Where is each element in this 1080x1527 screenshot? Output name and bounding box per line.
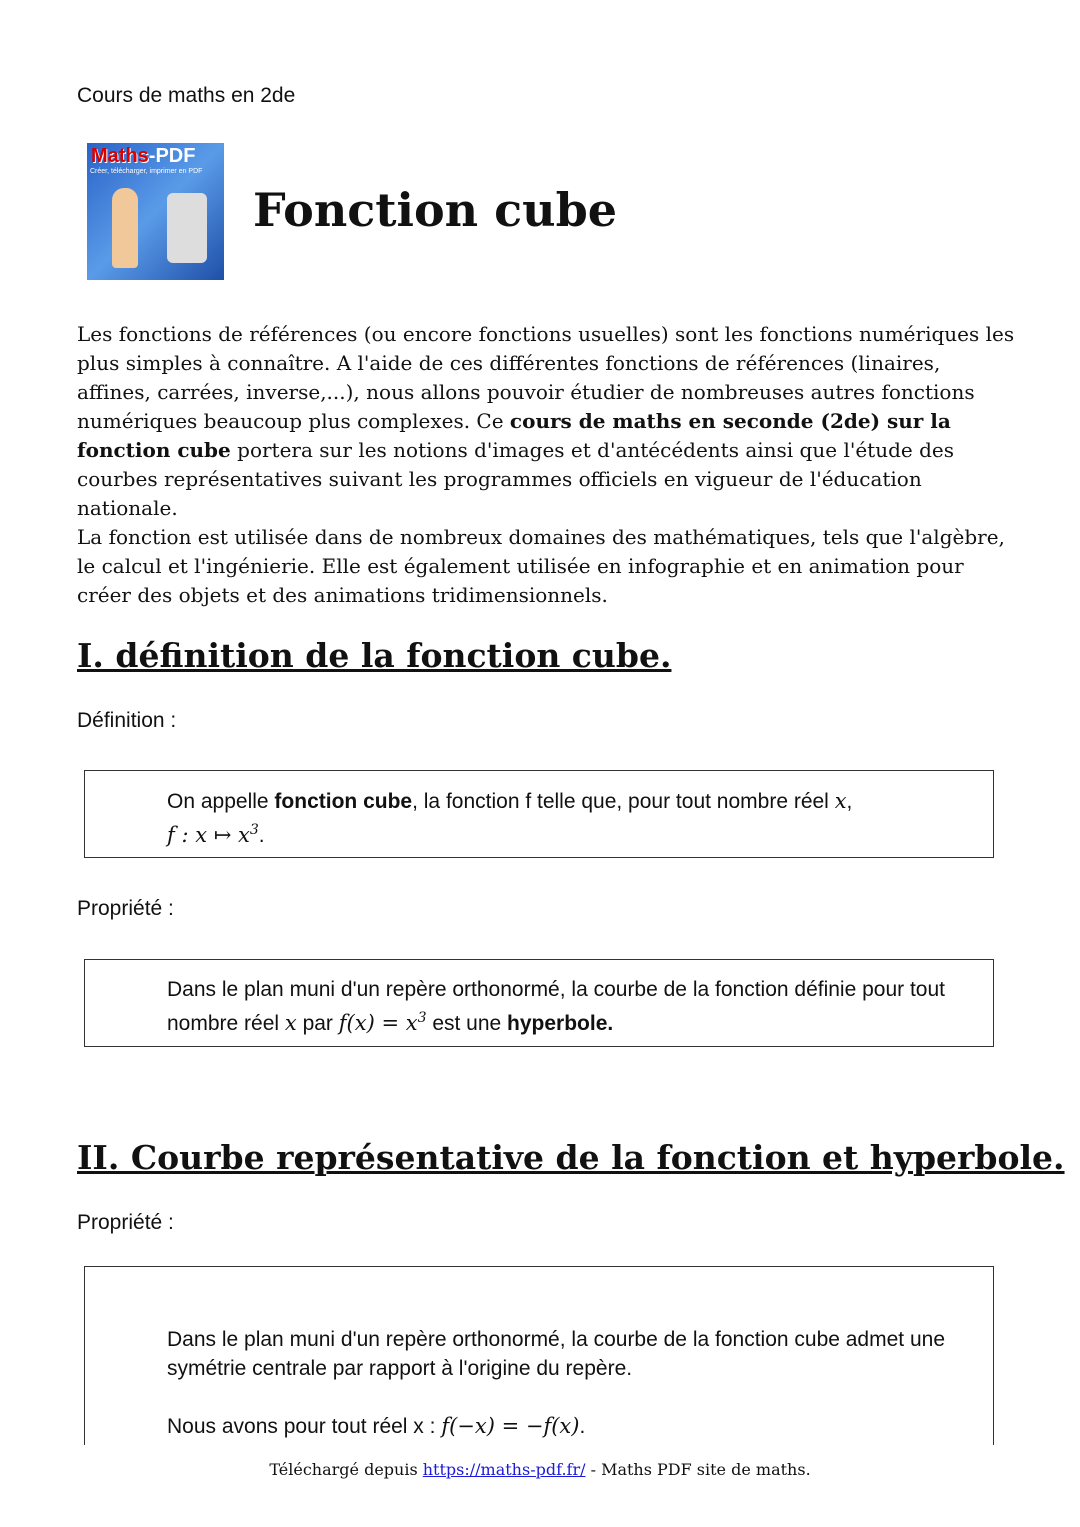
definition-box: On appelle fonction cube, la fonction f telle que, pour tout nombre réel x, f : x ↦ $x^3$. <box>84 770 994 858</box>
usage-paragraph: La fonction est utilisée dans de nombreux domaines des mathématiques, tels que l'algèbre, le calcul et l'ingénierie. Elle est également utilisée en infographie et en animation pour créer des objets et des animations tridimensionnels. <box>77 525 1005 607</box>
symmetry-property-box: Dans le plan muni d'un repère orthonormé, la courbe de la fonction cube admet une symétrie centrale par rapport à l'origine du repère. Nous avons pour tout réel x : f(−x) = −f(x). <box>84 1266 994 1466</box>
section-1-heading: I. définition de la fonction cube. <box>77 636 672 675</box>
section-2-heading: II. Courbe représentative de la fonction et hyperbole. <box>77 1138 1065 1177</box>
site-link[interactable]: https://maths-pdf.fr/ <box>422 1460 586 1479</box>
maths-pdf-logo: Maths-PDF Créer, télécharger, imprimer en PDF <box>87 143 224 280</box>
intro-paragraph: Les fonctions de références (ou encore fonctions usuelles) sont les fonctions numériques les plus simples à connaître. A l'aide de ces différentes fonctions de références (linaires, affines, carrées, inverse,...), nous allons pouvoir étudier de nombreuses autres fonctions numériques beaucoup plus complexes. Ce cours de maths en seconde (2de) sur la fonction cube portera sur les notions d'images et d'antécédents ainsi que l'étude des courbes représentatives suivant les programmes officiels en vigueur de l'éducation nationale. <box>77 322 1015 520</box>
property-label: Propriété : <box>77 897 174 920</box>
page-title: Fonction cube <box>253 183 618 237</box>
definition-label: Définition : <box>77 709 177 732</box>
definition-formula: f : x ↦ x <box>167 823 250 847</box>
property-box: Dans le plan muni d'un repère orthonormé, la courbe de la fonction définie pour tout nombre réel x par $f(x) = x^3$ est une hyperbole. <box>84 959 994 1047</box>
course-label: Cours de maths en 2de <box>77 84 296 107</box>
footer: Téléchargé depuis https://maths-pdf.fr/ - Maths PDF site de maths. <box>269 1460 811 1479</box>
property-label-2: Propriété : <box>77 1211 174 1234</box>
